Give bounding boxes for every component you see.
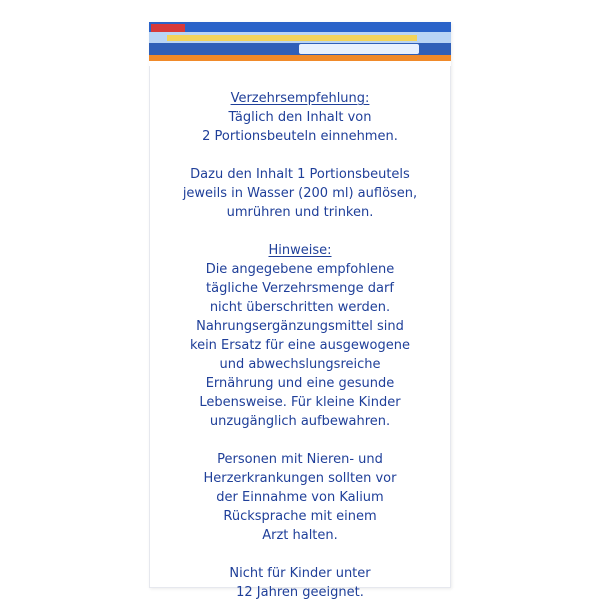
section-verzehrsempfehlung — [149, 89, 451, 146]
text-line: umrühren und trinken. — [226, 205, 374, 220]
text-line: Die angegebene empfohlene — [205, 262, 395, 277]
packaging-red-stripe — [151, 24, 185, 32]
text-line: 2 Portionsbeuteln einnehmen. — [202, 129, 398, 144]
text-line: Personen mit Nieren- und — [217, 452, 383, 467]
product-box-side-panel — [149, 22, 451, 600]
text-line: Nahrungsergänzungsmittel sind — [196, 319, 404, 334]
text-line: Herzerkrankungen sollten vor — [203, 471, 397, 486]
text-line: kein Ersatz für eine ausgewogene — [190, 338, 410, 353]
packaging-logo-area — [299, 44, 419, 54]
packaging-yellow-stripe — [167, 35, 417, 41]
printed-text-panel — [149, 89, 451, 602]
text-line: Lebensweise. Für kleine Kinder — [199, 395, 401, 410]
section-warnhinweis-nieren — [149, 450, 451, 545]
text-line: Ernährung und eine gesunde — [205, 376, 395, 391]
text-line: Nicht für Kinder unter — [229, 566, 371, 581]
text-line: tägliche Verzehrsmenge darf — [206, 281, 394, 296]
section-altershinweis — [149, 564, 451, 602]
section-zubereitung — [149, 165, 451, 222]
box-top-packaging-graphic — [149, 22, 451, 66]
section-heading: Hinweise: — [268, 243, 332, 258]
text-line: Rücksprache mit einem — [223, 509, 377, 524]
text-line: Arzt halten. — [262, 528, 338, 543]
text-line: nicht überschritten werden. — [209, 300, 391, 315]
text-line: unzugänglich aufbewahren. — [209, 414, 391, 429]
text-line: und abwechslungsreiche — [219, 357, 381, 372]
section-heading: Verzehrsempfehlung: — [230, 91, 370, 106]
text-line: Täglich den Inhalt von — [228, 110, 372, 125]
text-line: der Einnahme von Kalium — [216, 490, 384, 505]
text-line: Dazu den Inhalt 1 Portionsbeutels — [190, 167, 410, 182]
section-hinweise — [149, 241, 451, 431]
text-line: 12 Jahren geeignet. — [236, 585, 364, 600]
packaging-blue-stripe — [149, 22, 451, 32]
text-line: jeweils in Wasser (200 ml) auflösen, — [182, 186, 418, 201]
packaging-white-edge — [149, 61, 451, 66]
